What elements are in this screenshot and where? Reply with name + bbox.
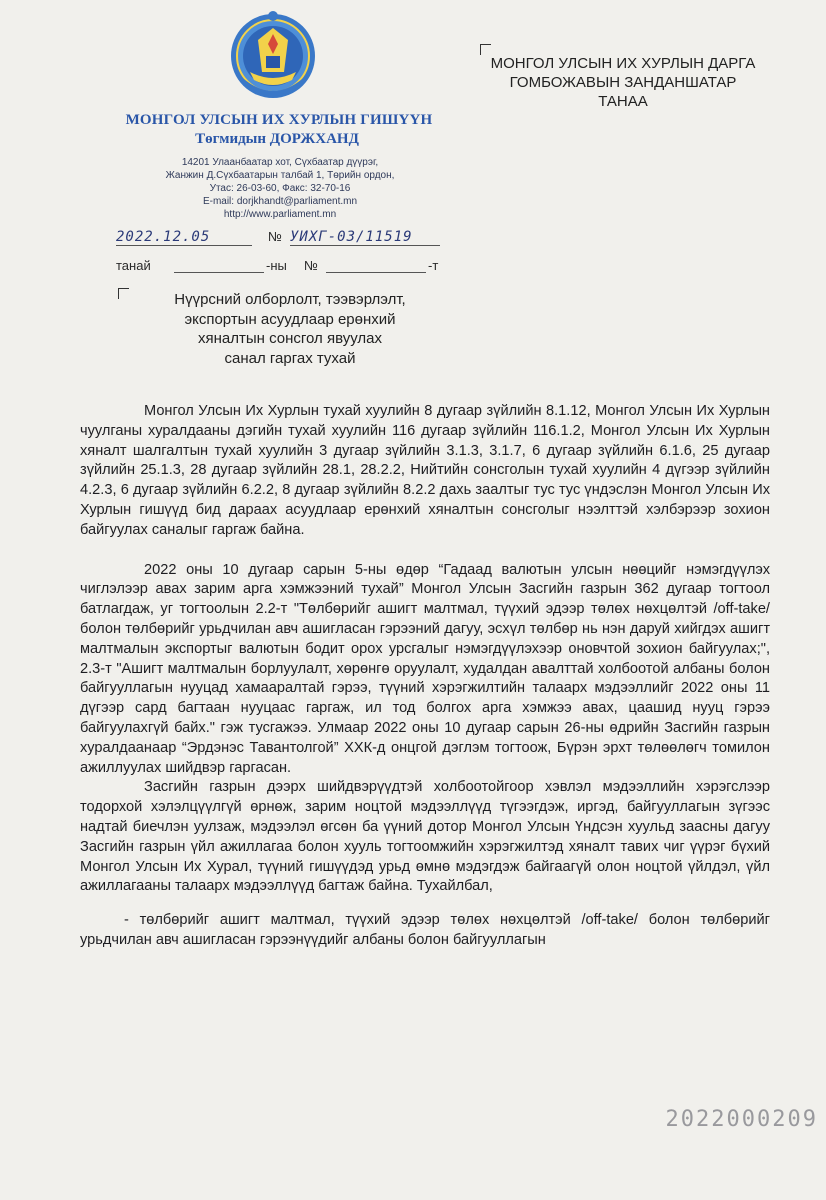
sender-name: Төгмидын ДОРЖХАНД (195, 131, 359, 147)
body-paragraph: - төлбөрийг ашигт малтмал, түүхий эдээр төлөх нөхцөлтэй /off-take/ болон төлбөрийг урьдчилан авч ашигласан гэрээнүүдийг албаны болон байгууллагын (80, 912, 770, 948)
subject-block (130, 290, 450, 368)
reply-prefix: танай (116, 258, 151, 273)
address-line: Жанжин Д.Сүхбаатарын талбай 1, Төрийн ордон, (165, 170, 395, 181)
state-emblem-icon (228, 10, 318, 106)
subject-corner-mark (118, 288, 129, 299)
reply-middle: -ны (266, 258, 287, 273)
registration-number: УИХГ-03/11519 (290, 229, 440, 246)
reply-number-blank (326, 258, 426, 273)
contact-block (150, 156, 410, 221)
email: E-mail: dorjkhandt@parliament.mn (202, 196, 358, 207)
body-paragraph: 2022 оны 10 дугаар сарын 5-ны өдөр “Гадаад валютын улсын нөөцийг нэмэгдүүлэх чиглэлээр авах зарим арга хэмжээний тухай” Монгол Улсын Засгийн газрын 362 дугаар тогтоол батлагдаж, уг тогтоолын 2.2-т "Төлбөрийг ашигт малтмал, түүхий эдээр төлөх нөхцөлтэй /off-take/ болон төлбөрийг урьдчилан авч ашигласан гэрээний дагуу, эсхүл төлбөр нь нэн даруй хийгдэх ашигт малтмалын экспортыг валютын бодит орох урсгалыг нэмэгдүүлэхээр оновчтой зохион байгуулах;", 2.3-т "Ашигт малтмалын борлуулалт, хөрөнгө оруулалт, худалдан авалттай холбоотой албаны болон байгууллагын нууцад хамааралтай гэрээ, түүний хэрэгжилтийн талаарх мэдээллийг 2022 оны 11 дүгээр сард багтаан нууцаас гаргаж, ил тод болгох арга хэмжээ авах, цаашид нууц гэрээ байгуулахгүй байх." гэж тусгажээ. Улмаар 2022 оны 10 дугаар сарын 26-ны өдрийн Засгийн газрын хуралдаанаар “Эрдэнэс Тавантолгой” ХХК-д онцгой дэглэм тогтоож, Бүрэн эрхт төлөөлөгч томилон ажиллуулах шийдвэр гаргасан. (80, 561, 770, 776)
sender-organization: МОНГОЛ УЛСЫН ИХ ХУРЛЫН ГИШҮҮН (125, 112, 433, 128)
body-paragraph: Засгийн газрын дээрх шийдвэрүүдтэй холбоотойгоор хэвлэл мэдээллийн хэрэгслээр тодорхой хэлэлцүүлгүй өрнөж, зарим ноцтой мэдээллүүд түгээгдэж, иргэд, байгууллагын зүгээс надтай биечлэн уулзаж, мэдээлэл өгсөн ба үүний дотор Монгол Улсын Үндсэн хуульд заасны дагуу Засгийн газрын үйл ажиллагаа болон хууль тогтоомжийн хэрэгжилтэд хяналт тавих чиг үүрэг бүхий Монгол Улсын Их Хурал, түүний гишүүдэд урьд өмнө мэдэгдэж байгаагүй олон ноцтой үйлдэл, үйл ажиллагааны талаарх мэдээллүүд багтаж байна. Тухайлбал, (80, 779, 770, 895)
subject-line: Нүүрсний олборлолт, тээвэрлэлт, (174, 291, 406, 308)
registration-line (116, 229, 446, 249)
reply-suffix: -т (428, 258, 439, 273)
phone-fax: Утас: 26-03-60, Факс: 32-70-16 (209, 183, 351, 194)
incoming-registration-stamp: 2022000209 (665, 1107, 818, 1132)
subject-line: хяналтын сонсгол явуулах (198, 330, 382, 347)
letter-body (80, 402, 770, 951)
address-line: 14201 Улаанбаатар хот, Сүхбаатар дүүрэг, (181, 157, 379, 168)
addressee-line: МОНГОЛ УЛСЫН ИХ ХУРЛЫН ДАРГА (490, 55, 756, 72)
addressee-block (488, 54, 758, 111)
registration-number-label: № (268, 229, 282, 244)
addressee-line: ТАНАА (598, 93, 648, 110)
reply-number-label: № (304, 258, 318, 273)
body-paragraph: Монгол Улсын Их Хурлын тухай хуулийн 8 дугаар зүйлийн 8.1.12, Монгол Улсын Их Хурлын чуулганы хуралдааны дэгийн тухай хуулийн 116 дугаар зүйлийн 116.1.2, Монгол Улсын Их Хурлын хяналт шалгалтын тухай хуулийн 3 дугаар зүйлийн 3.1.3, 3.1.7, 6 дугаар зүйлийн 6.1.6, 25 дугаар зүйлийн 25.1.3, 28 дугаар зүйлийн 28.1, 28.2.2, Нийтийн сонсголын тухай хуулийн 4 дүгээр зүйлийн 4.2.3, 6 дугаар зүйлийн 6.2.2, 8 дугаар зүйлийн 8.2.2 дахь заалтыг тус тус үндэслэн Монгол Улсын Их Хурлын гишүүд бид дараах асуудлаар ерөнхий хяналтын сонсголыг нээлттэй хэлбэрээр зохион байгуулах саналыг гаргаж байна. (80, 403, 770, 538)
addressee-line: ГОМБОЖАВЫН ЗАНДАНШАТАР (509, 74, 737, 91)
website: http://www.parliament.mn (223, 209, 337, 220)
subject-line: экспортын асуудлаар ерөнхий (184, 310, 396, 328)
reply-date-blank (174, 258, 264, 273)
subject-line: санал гаргах тухай (224, 349, 356, 367)
registration-date: 2022.12.05 (116, 229, 252, 246)
reply-reference-line (116, 258, 446, 276)
